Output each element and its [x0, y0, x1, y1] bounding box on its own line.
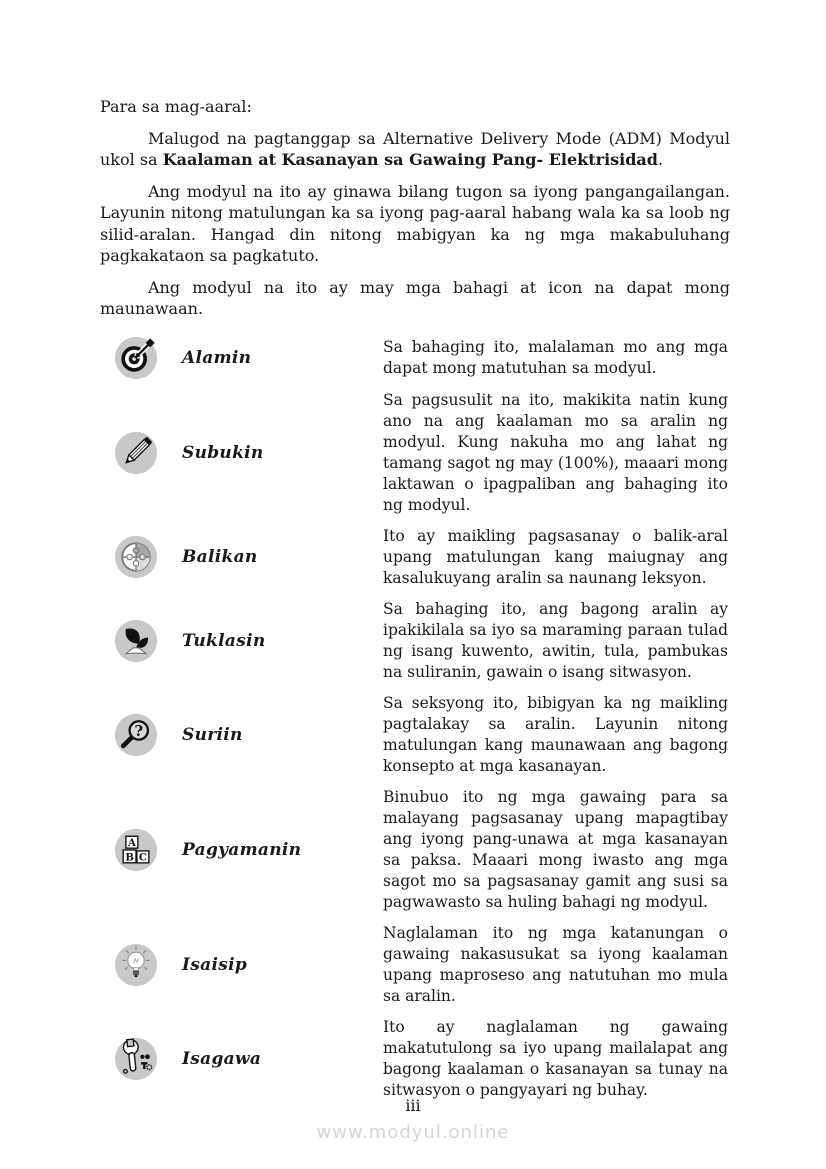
tools-icon	[114, 1037, 158, 1081]
row-left	[100, 713, 383, 757]
row-left	[100, 943, 383, 987]
legend-label: Alamin	[182, 347, 252, 368]
legend-row-tuklasin	[100, 599, 730, 683]
legend-description: Sa pagsusulit na ito, makikita natin kung ano na ang kaalaman mo sa aralin ng modyul. Kung nakuha mo ang lahat ng tamang sagot ng may (100%), maaari mong laktawan o ipagpaliban ang bahaging ito ng modyul.	[383, 390, 728, 514]
watermark-text: www.modyul.online	[316, 1122, 510, 1143]
legend-label: Tuklasin	[182, 630, 266, 651]
page-number: iii	[405, 1096, 421, 1115]
welcome-text: Malugod na pagtanggap sa Alternative Delivery Mode (ADM) Modyul ukol sa	[100, 128, 730, 169]
pencil-icon	[114, 431, 158, 475]
legend-label: Subukin	[182, 442, 264, 463]
row-left	[100, 336, 383, 380]
legend-description: Naglalaman ito ng mga katanungan o gawaing nakasusukat sa iyong kaalaman upang maproseso ang natutuhan mo mula sa aralin.	[383, 923, 728, 1005]
legend-label: Suriin	[182, 724, 243, 745]
legend-row-balikan	[100, 526, 730, 589]
legend-row-suriin	[100, 693, 730, 777]
legend-description: Binubuo ito ng mga gawaing para sa malayang pagsasanay upang mapagtibay ang iyong pang-unawa at mga kasanayan sa paksa. Maaari mong iwasto ang mga sagot mo sa pagsasanay gamit ang susi sa pagwawasto sa huling bahagi ng modyul.	[383, 787, 728, 911]
lightbulb-icon	[114, 943, 158, 987]
target-icon	[114, 336, 158, 380]
welcome-paragraph	[100, 128, 730, 171]
legend-description: Ito ay maikling pagsasanay o balik-aral upang matulungan kang maiugnay ang kasalukuyang aralin sa naunang leksyon.	[383, 526, 728, 587]
magnifier-question-icon	[114, 713, 158, 757]
svg-text:C: C	[138, 852, 147, 864]
row-left	[100, 1037, 383, 1081]
row-left	[100, 619, 383, 663]
legend-label: Isaisip	[182, 954, 248, 975]
svg-text:?: ?	[134, 722, 144, 740]
svg-text:B: B	[125, 852, 134, 864]
row-left	[100, 535, 383, 579]
svg-text:A: A	[127, 837, 136, 849]
legend-row-isagawa	[100, 1017, 730, 1101]
page-content	[100, 96, 730, 1111]
welcome-period: .	[657, 150, 664, 169]
module-title-bold: Kaalaman at Kasanayan sa Gawaing Pang- Elektrisidad	[162, 150, 658, 169]
icon-legend-table	[100, 336, 730, 1101]
legend-description: Sa bahaging ito, ang bagong aralin ay ipakikilala sa iyo sa maraming paraan tulad ng isang kuwento, awitin, tula, pambukas na suliranin, gawain o isang sitwasyon.	[383, 599, 728, 681]
legend-label: Isagawa	[182, 1048, 262, 1069]
row-left	[100, 828, 383, 872]
icons-intro-paragraph: Ang modyul na ito ay may mga bahagi at icon na dapat mong maunawaan.	[100, 277, 730, 318]
puzzle-icon	[114, 535, 158, 579]
legend-row-pagyamanin	[100, 787, 730, 913]
legend-description: Sa bahaging ito, malalaman mo ang mga dapat mong matutuhan sa modyul.	[383, 337, 728, 377]
legend-label: Pagyamanin	[182, 839, 302, 860]
legend-description: Ito ay naglalaman ng gawaing makatutulong sa iyo upang mailalapat ang bagong kaalaman o kasanayan sa tunay na sitwasyon o pangyayari ng buhay.	[383, 1017, 728, 1099]
legend-row-alamin	[100, 336, 730, 380]
legend-row-subukin	[100, 390, 730, 516]
legend-description: Sa seksyong ito, bibigyan ka ng maikling pagtalakay sa aralin. Layunin nitong matulungan kang maunawaan ang bagong konsepto at mga kasanayan.	[383, 693, 728, 775]
row-left	[100, 431, 383, 475]
legend-row-isaisip	[100, 923, 730, 1007]
intro-heading: Para sa mag-aaral:	[100, 97, 252, 116]
purpose-paragraph: Ang modyul na ito ay ginawa bilang tugon sa iyong pangangailangan. Layunin nitong matulungan ka sa iyong pag-aaral habang wala ka sa loob ng silid-aralan. Hangad din nitong mabigyan ka ng mga makabuluhang pagkakataon sa pagkatuto.	[100, 181, 730, 265]
abc-blocks-icon	[114, 828, 158, 872]
sprout-icon	[114, 619, 158, 663]
legend-label: Balikan	[182, 547, 258, 567]
